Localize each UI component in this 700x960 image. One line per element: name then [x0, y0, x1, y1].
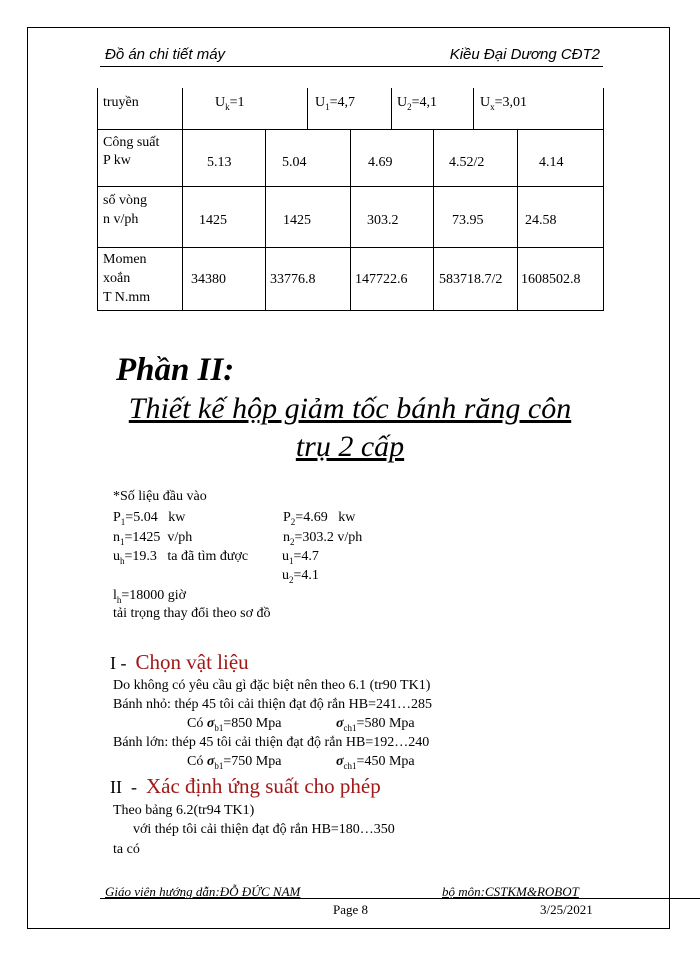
section-1-line-3: Có $\sigma_{b1}=850$ Mpa — [187, 716, 282, 733]
input-u2: $u_2=4.1$ — [282, 568, 319, 585]
row3-v5: 24.58 — [525, 213, 557, 228]
row3-v4: 73.95 — [452, 213, 484, 228]
row4-v1: 34380 — [191, 272, 226, 287]
header-left: Đồ án chi tiết máy — [105, 46, 226, 63]
section-1-line-3b: $\sigma_{ch1}=580$ Mpa — [336, 716, 415, 733]
row2-label-2: P kw — [103, 153, 131, 168]
part-subtitle-1: Thiết kế hộp giảm tốc bánh răng côn — [128, 392, 572, 425]
input-heading: *Số liệu đầu vào — [113, 489, 207, 504]
part-subtitle-2: trụ 2 cấp — [295, 430, 405, 463]
row3-v3: 303.2 — [367, 213, 399, 228]
section-1-heading: I - Chọn vật liệu — [110, 650, 249, 674]
row1-u1: $U_1=4,7$ — [315, 95, 356, 112]
row4-label-1: Momen — [103, 252, 147, 267]
row3-label-1: số vòng — [103, 193, 147, 208]
section-1-line-5b: $\sigma_{ch1}=450$ Mpa — [336, 754, 415, 771]
row2-v3: 4.69 — [368, 155, 393, 170]
input-n1: $n_1=1425$ v/ph — [113, 530, 193, 547]
row1-u2: $U_2=4,1$ — [397, 95, 438, 112]
row3-label-2: n v/ph — [103, 212, 139, 227]
input-uh: $u_h=19.3$ ta đã tìm được — [113, 549, 249, 566]
row3-v2: 1425 — [283, 213, 311, 228]
row2-v2: 5.04 — [282, 155, 307, 170]
row4-v4: 583718.7/2 — [439, 272, 503, 287]
row4-label-2: xoắn — [103, 271, 131, 286]
footer-department: bộ môn:CSTKM&ROBOT — [442, 884, 579, 899]
input-u1: $u_1=4.7$ — [282, 549, 319, 566]
input-p2: $P_2=4.69$ kw — [283, 510, 356, 527]
section-2-heading: II - Xác định ứng suất cho phép — [110, 774, 381, 798]
part-title: Phần II: — [116, 352, 235, 388]
footer-page: Page 8 — [333, 902, 369, 917]
row2-v5: 4.14 — [539, 155, 564, 170]
input-n2: $n_2=303.2$ v/ph — [283, 530, 363, 547]
input-load: tải trọng thay đổi theo sơ đồ — [113, 606, 271, 621]
row4-v5: 1608502.8 — [521, 272, 581, 287]
header-right: Kiều Đại Dương CĐT2 — [449, 46, 600, 63]
row2-label-1: Công suất — [103, 135, 160, 150]
header-rule — [100, 66, 603, 67]
row3-v1: 1425 — [199, 213, 227, 228]
input-lh: $l_h=18000$ giờ — [113, 588, 187, 605]
section-2-line-1: Theo bảng 6.2(tr94 TK1) — [113, 803, 255, 818]
row2-v1: 5.13 — [207, 155, 232, 170]
section-2-line-2: với thép tôi cải thiện đạt độ rắn HB=180…350 — [133, 822, 395, 837]
row1-label: truyền — [103, 95, 139, 110]
section-1-line-5: Có $\sigma_{b1}=750$ Mpa — [187, 754, 282, 771]
row1-ux: $U_x=3,01$ — [480, 95, 528, 112]
section-2-line-3: ta có — [113, 842, 140, 857]
row4-v3: 147722.6 — [355, 272, 408, 287]
section-1-line-1: Do không có yêu cầu gì đặc biệt nên theo 6.1 (tr90 TK1) — [113, 678, 431, 693]
row2-v4: 4.52/2 — [449, 155, 485, 170]
input-p1: $P_1=5.04$ kw — [113, 510, 186, 527]
row4-v2: 33776.8 — [270, 272, 316, 287]
section-1-line-2: Bánh nhỏ: thép 45 tôi cải thiện đạt độ rắn HB=241…285 — [113, 697, 432, 712]
footer-rule — [100, 898, 700, 899]
section-1-line-4: Bánh lớn: thép 45 tôi cải thiện đạt độ rắn HB=192…240 — [113, 735, 430, 750]
footer-instructor: Giáo viên hướng dẫn:ĐỖ ĐỨC NAM — [105, 884, 301, 899]
row1-uk: $U_k=1$ — [215, 95, 245, 112]
footer-date: 3/25/2021 — [540, 902, 593, 917]
row4-label-3: T N.mm — [103, 290, 151, 305]
